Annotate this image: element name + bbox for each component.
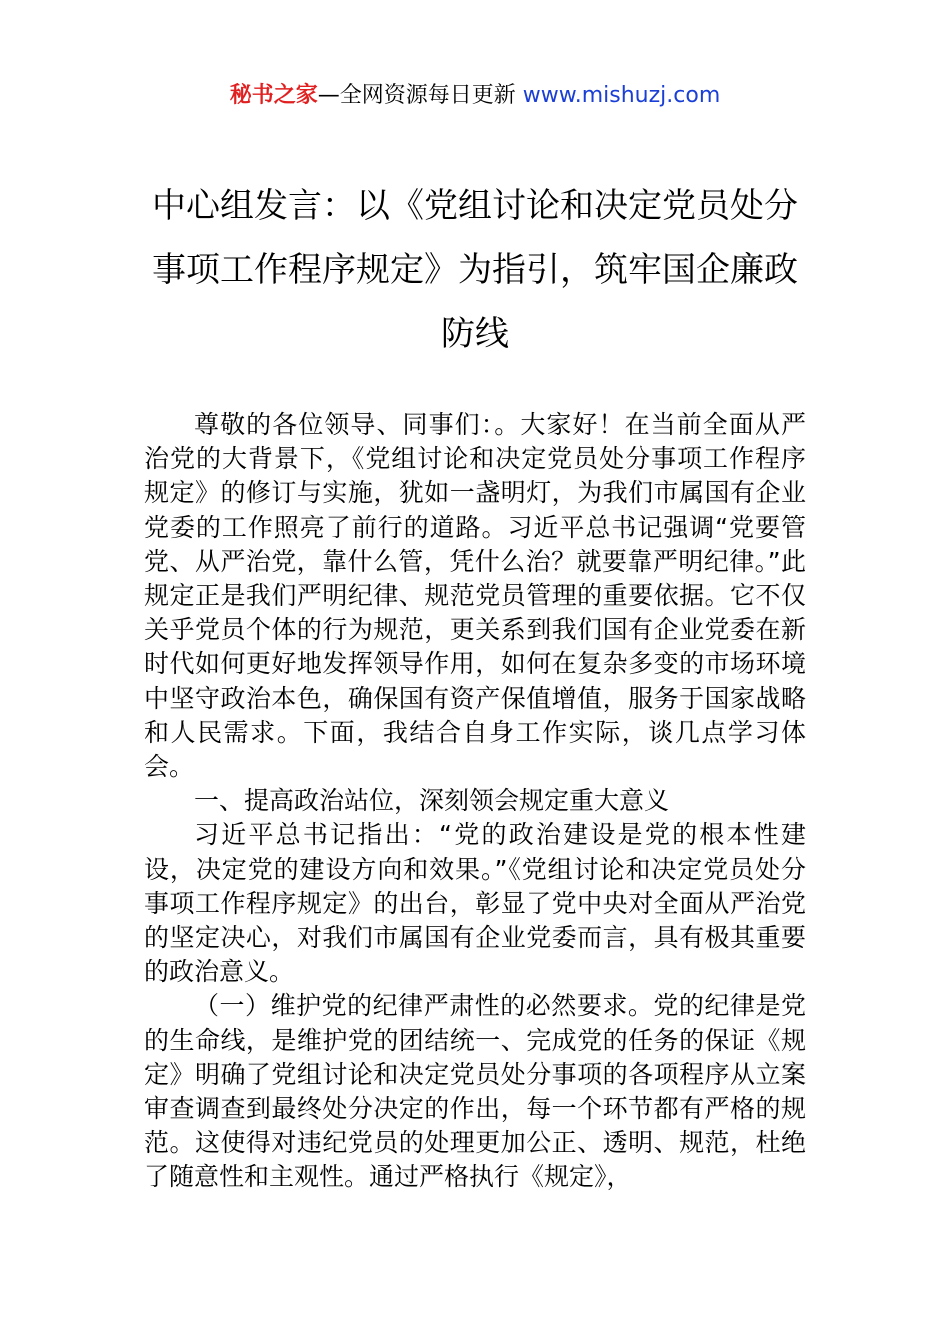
section-heading-1: 一、提高政治站位，深刻领会规定重大意义	[194, 786, 670, 816]
paragraph-intro: 尊敬的各位领导、同事们：。大家好！在当前全面从严治党的大背景下，《党组讨论和决定党员处分事项工作程序规定》的修订与实施，犹如一盏明灯，为我们市属国有企业党委的工作照亮了前行的道路。习近平总书记强调“党要管党、从严治党，靠什么管，凭什么治？就要靠严明纪律。”此规定正是我们严明纪律、规范党员管理的重要依据。它不仅关乎党员个体的行为规范，更关系到我们国有企业党委在新时代如何更好地发挥领导作用，如何在复杂多变的市场环境中坚守政治本色，确保国有资产保值增值，服务于国家战略和人民需求。下面，我结合自身工作实际，谈几点学习体会。	[144, 410, 806, 782]
paragraph-section-1: 习近平总书记指出：“党的政治建设是党的根本性建设，决定党的建设方向和效果。”《党组讨论和决定党员处分事项工作程序规定》的出台，彰显了党中央对全面从严治党的坚定决心，对我们市属国有企业党委而言，具有极其重要的政治意义。	[144, 820, 806, 987]
document-body	[144, 408, 806, 1195]
paragraph-subsection-1: （一）维护党的纪律严肃性的必然要求。党的纪律是党的生命线，是维护党的团结统一、完成党的任务的保证《规定》明确了党组讨论和决定党员处分事项的各项程序从立案审查调查到最终处分决定的作出，每一个环节都有严格的规范。这使得对违纪党员的处理更加公正、透明、规范，杜绝了随意性和主观性。通过严格执行《规定》，	[144, 991, 806, 1192]
site-header	[0, 80, 950, 112]
brand-name: 秘书之家	[229, 83, 318, 108]
header-tagline: —全网资源每日更新	[317, 83, 523, 108]
site-url-link[interactable]: www.mishuzj.com	[522, 83, 721, 108]
document-title: 中心组发言：以《党组讨论和决定党员处分事项工作程序规定》为指引，筑牢国企廉政防线	[152, 186, 798, 354]
